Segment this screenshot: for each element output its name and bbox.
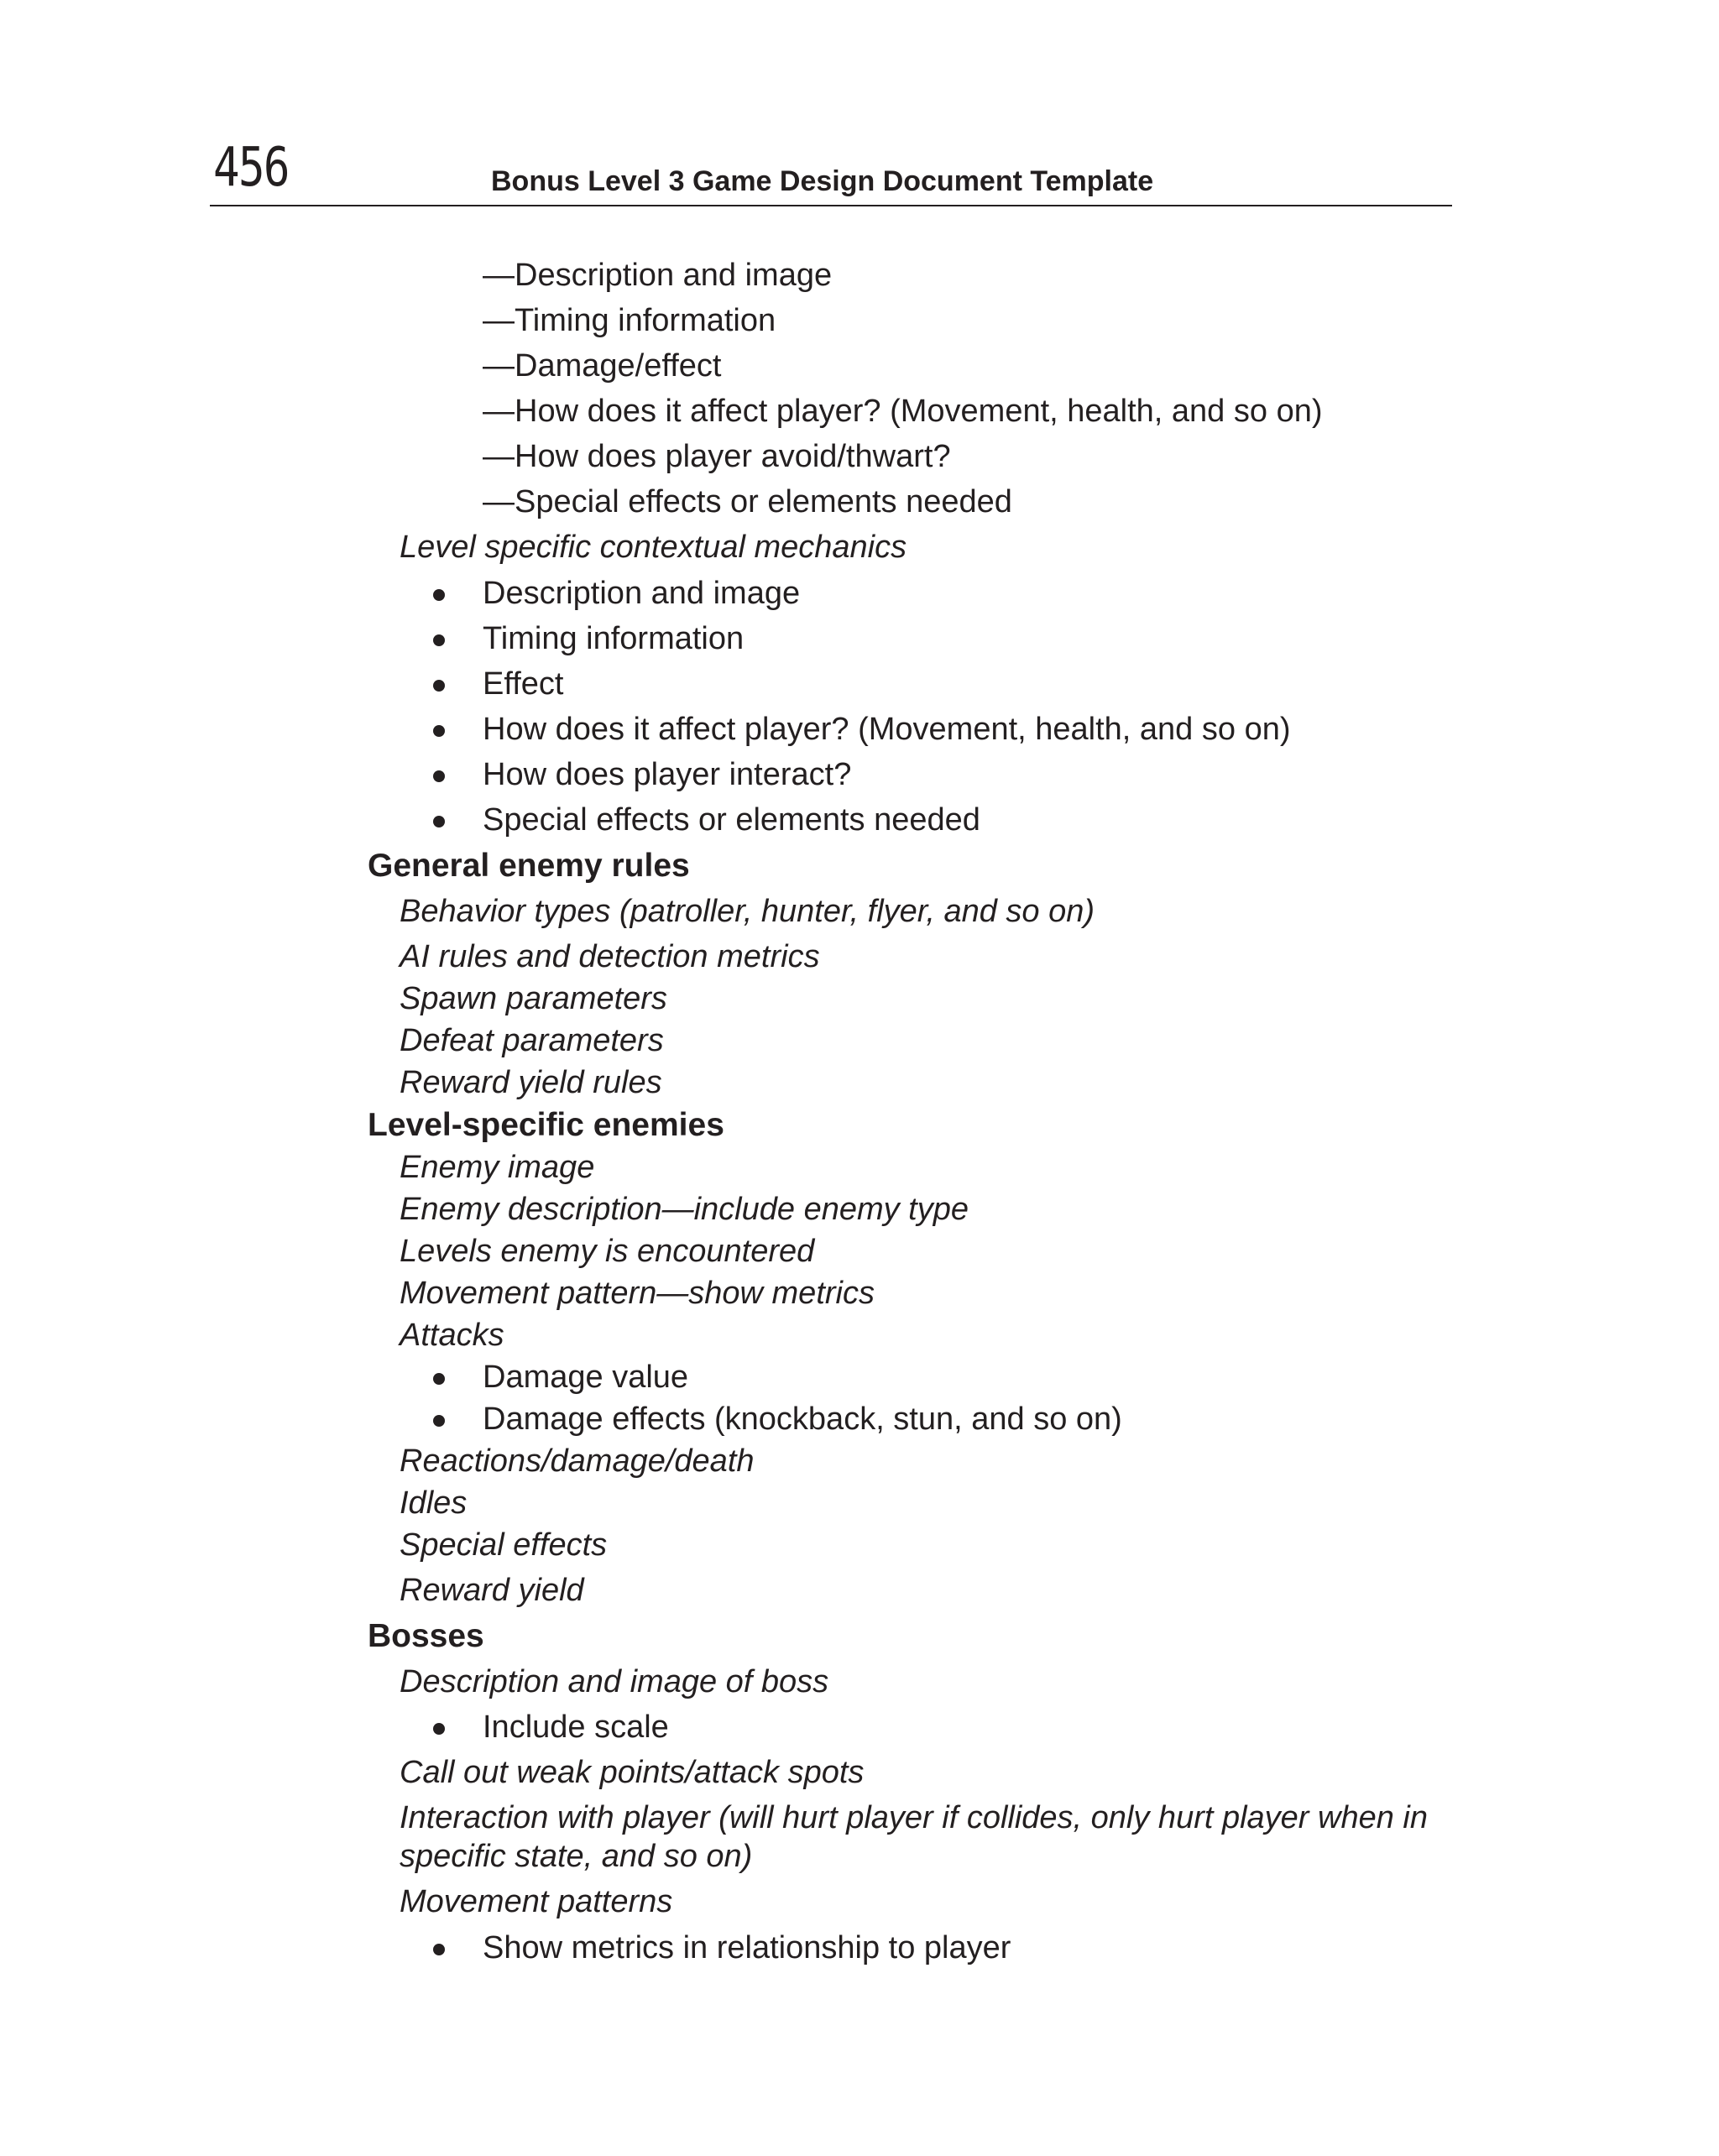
bullet-dot [433, 1415, 445, 1427]
dash-item: —Damage/effect [483, 348, 722, 384]
list-item: Show metrics in relationship to player [483, 1930, 1011, 1965]
list-item: Call out weak points/attack spots [400, 1755, 865, 1790]
contextual-mechanics-title: Level specific contextual mechanics [400, 530, 907, 565]
list-item: Enemy description—include enemy type [400, 1192, 969, 1227]
bullet-dot [433, 680, 445, 692]
list-item: Enemy image [400, 1150, 595, 1185]
section-heading-general-enemy-rules: General enemy rules [368, 848, 690, 884]
bullet-dot [433, 725, 445, 737]
page-number: 456 [213, 137, 289, 199]
bullet-dot [433, 1944, 445, 1955]
list-item: Levels enemy is encountered [400, 1234, 815, 1269]
list-item: Attacks [400, 1318, 504, 1353]
list-item: Defeat parameters [400, 1023, 664, 1058]
dash-item: —How does player avoid/thwart? [483, 439, 951, 474]
dash-item: —How does it affect player? (Movement, health, and so on) [483, 394, 1323, 429]
list-item: Movement pattern—show metrics [400, 1276, 875, 1311]
list-item: Idles [400, 1485, 468, 1521]
list-item-continuation: specific state, and so on) [400, 1839, 753, 1874]
list-item: Behavior types (patroller, hunter, flyer, and so on) [400, 894, 1095, 929]
bullet-dot [433, 770, 445, 782]
bullet-dot [433, 1723, 445, 1735]
list-item: AI rules and detection metrics [400, 939, 820, 974]
list-item: Include scale [483, 1710, 669, 1745]
bullet-dot [433, 589, 445, 601]
list-item: Special effects [400, 1527, 608, 1563]
bullet-dot [433, 634, 445, 646]
list-item: Reactions/damage/death [400, 1443, 755, 1479]
dash-item: —Description and image [483, 258, 833, 293]
bullet-dot [433, 1373, 445, 1385]
section-heading-level-specific-enemies: Level-specific enemies [368, 1107, 724, 1143]
header-rule [210, 205, 1452, 206]
list-item: Timing information [483, 621, 745, 656]
running-head: Bonus Level 3 Game Design Document Template [491, 165, 1154, 197]
list-item: Description and image [483, 576, 801, 611]
list-item: Reward yield [400, 1573, 584, 1608]
list-item: Spawn parameters [400, 981, 667, 1016]
list-item: How does it affect player? (Movement, health, and so on) [483, 712, 1291, 747]
dash-item: —Timing information [483, 303, 776, 338]
list-item: Interaction with player (will hurt player if collides, only hurt player when in [400, 1800, 1428, 1835]
bullet-dot [433, 816, 445, 827]
list-item: Damage value [483, 1360, 689, 1395]
list-item: Movement patterns [400, 1884, 673, 1919]
list-item: How does player interact? [483, 757, 852, 792]
list-item: Reward yield rules [400, 1065, 662, 1100]
list-item: Special effects or elements needed [483, 802, 980, 838]
list-item: Description and image of boss [400, 1664, 829, 1699]
list-item: Damage effects (knockback, stun, and so on) [483, 1402, 1122, 1437]
list-item: Effect [483, 666, 564, 702]
dash-item: —Special effects or elements needed [483, 484, 1012, 519]
section-heading-bosses: Bosses [368, 1618, 484, 1654]
